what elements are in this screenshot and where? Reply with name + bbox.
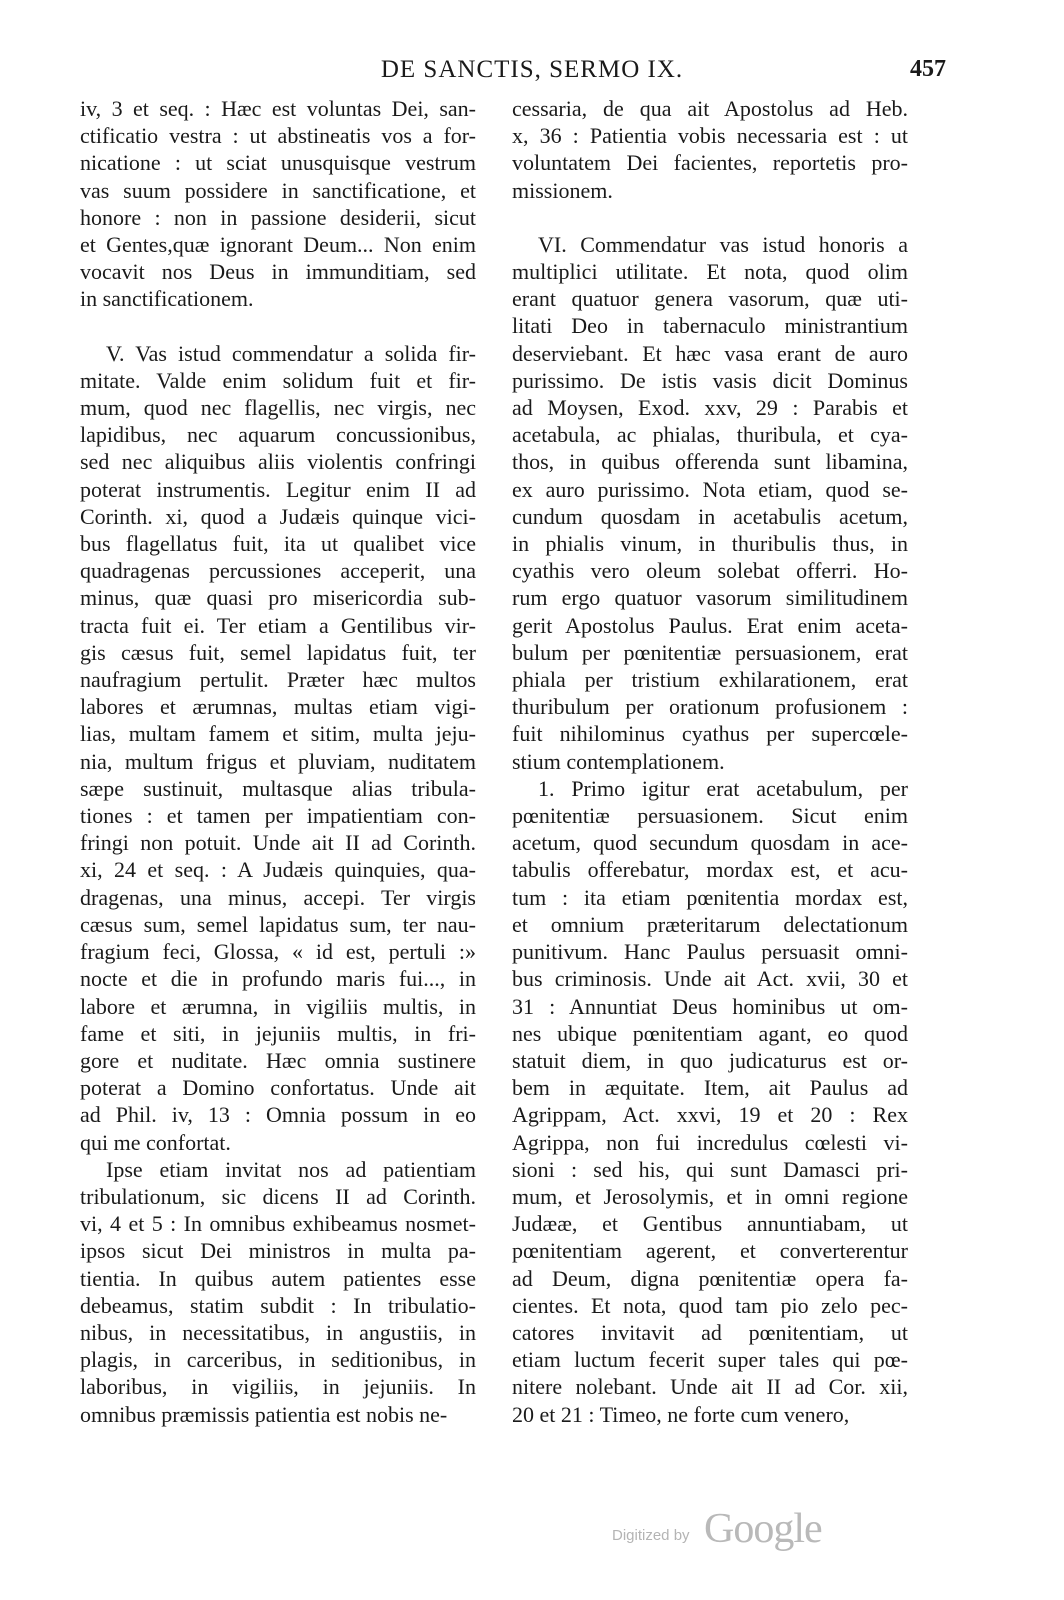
text-line: tiones : et tamen per impatientiam con- (80, 803, 476, 829)
text-line: iv, 3 et seq. : Hæc est voluntas Dei, san- (80, 96, 476, 121)
text-line: fringi non potuit. Unde ait II ad Corinth. (80, 830, 476, 856)
text-line: voluntatem Dei facientes, reportetis pro- (512, 150, 908, 176)
text-line: gis cæsus fuit, semel lapidatus fuit, ter (80, 639, 476, 665)
text-line: deserviebant. Et hæc vasa erant de auro (512, 340, 908, 366)
text-line: fame et siti, in jejuniis multis, in fri- (80, 1020, 476, 1046)
text-line: 31 : Annuntiat Deus hominibus ut om- (512, 993, 908, 1019)
text-line: honore : non in passione desiderii, sicut (80, 204, 476, 230)
text-line: nia, multum frigus et pluviam, nuditatem (80, 748, 476, 774)
text-line: thos, in quibus offerenda sunt libamina, (512, 449, 908, 475)
paragraph (512, 231, 908, 775)
text-line: nitere nolebant. Unde ait II ad Cor. xii, (512, 1374, 908, 1400)
text-line: in phialis vinum, in thuribulis thus, in (512, 531, 908, 557)
text-line: lapidibus, nec aquarum concussionibus, (80, 422, 476, 448)
text-line: tabulis offerebatur, mordax est, et acu- (512, 857, 908, 883)
text-line: labores et ærumnas, multas etiam vigi- (80, 694, 476, 720)
text-line: xi, 24 et seq. : A Judæis quinquies, qua- (80, 857, 476, 883)
text-line: omnibus præmissis patientia est nobis ne- (80, 1401, 448, 1427)
text-line: pœnitentiæ persuasionem. Sicut enim (512, 803, 908, 829)
text-line: cessaria, de qua ait Apostolus ad Heb. (512, 96, 908, 121)
text-line: purissimo. De istis vasis dicit Dominus (512, 367, 908, 393)
text-line: stium contemplationem. (512, 748, 725, 774)
text-line: debeamus, statim subdit : In tribulatio- (80, 1292, 476, 1318)
text-line: fragium feci, Glossa, « id est, pertuli :» (80, 939, 476, 965)
paragraph (512, 775, 908, 1428)
text-line: pœnitentiam agerent, et converterentur (512, 1238, 908, 1264)
text-line: tracta fuit ei. Ter etiam a Gentilibus vir- (80, 612, 476, 638)
text-line: et Gentes,quæ ignorant Deum... Non enim (80, 232, 476, 258)
text-line: ad Deum, digna pœnitentiæ opera fa- (512, 1265, 908, 1291)
text-line: mitate. Valde enim solidum fuit et fir- (80, 367, 476, 393)
text-line: Judææ, et Gentibus annuntiabam, ut (512, 1211, 908, 1237)
text-line: mum, et Jerosolymis, et in omni regione (512, 1183, 908, 1209)
text-line: dragenas, una minus, accepi. Ter virgis (80, 884, 476, 910)
text-line: rum ergo quatuor vasorum similitudinem (512, 585, 908, 611)
text-line: poterat instrumentis. Legitur enim II ad (80, 476, 476, 502)
text-line: tum : ita etiam pœnitentia mordax est, (512, 884, 908, 910)
left-column (80, 95, 476, 1428)
text-line: Corinth. xi, quod a Judæis quinque vici- (80, 503, 476, 529)
text-line: thuribulum per orationum profusionem : (512, 694, 908, 720)
text-line: cientes. Et nota, quod tam pio zelo pec- (512, 1292, 908, 1318)
text-line: erant quatuor genera vasorum, quæ uti- (512, 286, 908, 312)
text-line: punitivum. Hanc Paulus persuasit omni- (512, 939, 908, 965)
text-line: ex auro purissimo. Nota etiam, quod se- (512, 476, 908, 502)
text-line: bulum per pœnitentiæ persuasionem, erat (512, 639, 908, 665)
text-line: VI. Commendatur vas istud honoris a (538, 231, 908, 257)
text-line: bus criminosis. Unde ait Act. xvii, 30 et (512, 966, 908, 992)
text-line: Agrippa, non fui incredulus cœlesti vi- (512, 1129, 908, 1155)
google-logo: Google (704, 1506, 822, 1552)
text-line: V. Vas istud commendatur a solida fir- (106, 340, 476, 366)
text-line: gore et nuditate. Hæc omnia sustinere (80, 1047, 476, 1073)
text-line: sed nec aliquibus aliis violentis confringi (80, 449, 476, 475)
text-line: nocte et die in profundo maris fui..., in (80, 966, 476, 992)
text-line: tientia. In quibus autem patientes esse (80, 1265, 476, 1291)
text-line: cyathis vero oleum solebat offerri. Ho- (512, 558, 908, 584)
paragraph (80, 95, 476, 313)
digitization-watermark (612, 1505, 842, 1555)
text-line: quadragenas percussiones acceperit, una (80, 558, 476, 584)
text-line: sioni : sed his, qui sunt Damasci pri- (512, 1156, 908, 1182)
text-line: phiala per tristium exhilarationem, erat (512, 667, 908, 693)
page-header (0, 56, 1064, 92)
text-line: ipsos sicut Dei ministros in multa pa- (80, 1238, 476, 1264)
text-line: ctificatio vestra : ut abstineatis vos a for- (80, 123, 476, 149)
text-line: mum, quod nec flagellis, nec virgis, nec (80, 395, 476, 421)
text-line: acetum, quod secundum quosdam in ace- (512, 830, 908, 856)
text-line: multiplici utilitate. Et nota, quod olim (512, 259, 908, 285)
text-line: cundum quosdam in acetabulis acetum, (512, 503, 908, 529)
text-line: acetabula, ac phialas, thuribula, et cya- (512, 422, 908, 448)
text-line: ad Phil. iv, 13 : Omnia possum in eo (80, 1102, 476, 1128)
running-title: DE SANCTIS, SERMO IX. (380, 56, 684, 83)
text-line: catores invitavit ad pœnitentiam, ut (512, 1319, 908, 1345)
paragraph (80, 1156, 476, 1428)
paragraph (512, 95, 908, 204)
text-line: x, 36 : Patientia vobis necessaria est : ut (512, 123, 908, 149)
text-line: nes ubique pœnitentiam agant, eo quod (512, 1020, 908, 1046)
text-line: naufragium pertulit. Præter hæc multos (80, 667, 476, 693)
text-line: nicatione : ut sciat unusquisque vestrum (80, 150, 476, 176)
digitized-by-label: Digitized by (612, 1527, 690, 1544)
page-number: 457 (910, 56, 946, 82)
text-line: in sanctificationem. (80, 286, 254, 312)
text-line: vocavit nos Deus in immunditiam, sed (80, 259, 476, 285)
text-line: gerit Apostolus Paulus. Erat enim aceta- (512, 612, 908, 638)
text-line: tribulationum, sic dicens II ad Corinth. (80, 1183, 476, 1209)
text-line: fuit nihilominus cyathus per supercœle- (512, 721, 908, 747)
text-line: litati Deo in tabernaculo ministrantium (512, 313, 908, 339)
text-line: Ipse etiam invitat nos ad patientiam (106, 1156, 476, 1182)
paragraph (80, 340, 476, 1156)
text-line: vi, 4 et 5 : In omnibus exhibeamus nosmet- (80, 1211, 476, 1237)
text-line: 20 et 21 : Timeo, ne forte cum venero, (512, 1401, 850, 1427)
right-column (512, 95, 908, 1428)
text-line: statuit diem, in quo judicaturus est or- (512, 1047, 908, 1073)
text-line: ad Moysen, Exod. xxv, 29 : Parabis et (512, 395, 908, 421)
text-line: poterat a Domino confortatus. Unde ait (80, 1075, 476, 1101)
text-line: laboribus, in vigiliis, in jejuniis. In (80, 1374, 476, 1400)
text-line: et omnium præteritarum delectationum (512, 911, 908, 937)
text-line: missionem. (512, 177, 613, 203)
text-line: qui me confortat. (80, 1129, 231, 1155)
text-line: sæpe sustinuit, multasque alias tribula- (80, 775, 476, 801)
text-line: vas suum possidere in sanctificatione, et (80, 177, 476, 203)
text-line: labore et ærumna, in vigiliis multis, in (80, 993, 476, 1019)
text-line: minus, quæ quasi pro misericordia sub- (80, 585, 476, 611)
text-line: bem in æquitate. Item, ait Paulus ad (512, 1075, 908, 1101)
text-line: bus flagellatus fuit, ita ut qualibet vice (80, 531, 476, 557)
text-line: 1. Primo igitur erat acetabulum, per (538, 775, 908, 801)
text-line: cæsus sum, semel lapidatus sum, ter nau- (80, 911, 476, 937)
text-line: etiam luctum fecerit super tales qui pœ- (512, 1347, 908, 1373)
text-line: Agrippam, Act. xxvi, 19 et 20 : Rex (512, 1102, 908, 1128)
text-line: plagis, in carceribus, in seditionibus, in (80, 1347, 476, 1373)
text-line: lias, multam famem et sitim, multa jeju- (80, 721, 476, 747)
text-line: nibus, in necessitatibus, in angustiis, in (80, 1319, 476, 1345)
